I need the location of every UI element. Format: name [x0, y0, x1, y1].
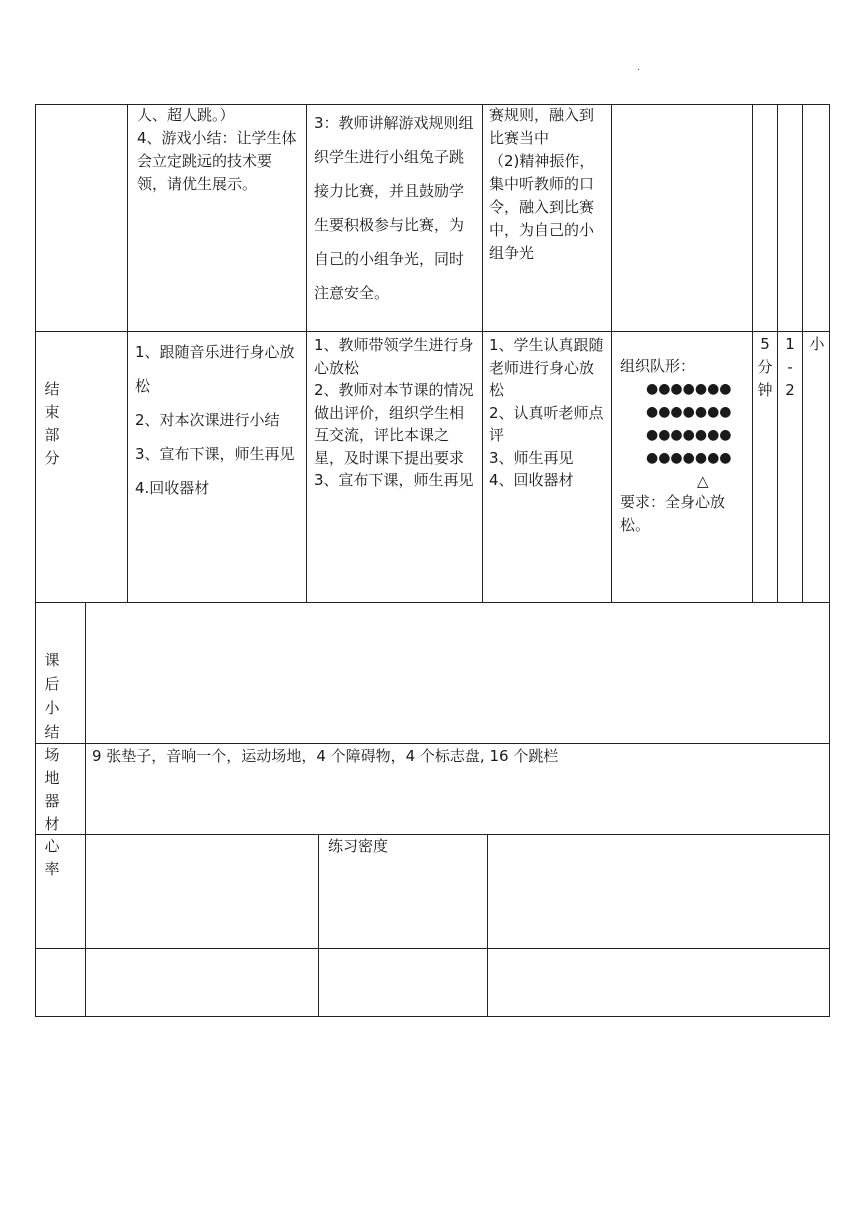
practice-density-label: 练习密度 — [328, 837, 389, 855]
heart-rate-label: 心 率 — [44, 837, 60, 878]
row2-student: 1、学生认真跟随老师进行身心放松 2、认真听老师点评 3、师生再见 4、回收器材 — [489, 336, 604, 489]
row1-content: 人、超人跳。） 4、游戏小结：让学生体会立定跳远的技术要领，请优生展示。 — [137, 106, 297, 193]
table-left-border — [35, 104, 36, 1017]
col-line-intensity — [802, 104, 803, 602]
col-line-teacher — [306, 104, 307, 602]
col-line-content — [127, 104, 128, 602]
teacher-position-mark: △ — [697, 472, 709, 490]
equipment-label: 场 地 器 材 — [44, 746, 60, 833]
row1-teacher: 3：教师讲解游戏规则组织学生进行小组兔子跳接力比赛，并且鼓励学生要积极参与比赛，为自己的小组争光，同时注意安全。 — [314, 114, 474, 302]
col-line-count — [777, 104, 778, 602]
col-line-organization — [611, 104, 612, 602]
formation-row-4: ●●●●●●● — [646, 450, 732, 466]
col-line-label — [85, 602, 86, 1017]
row-divider-4 — [35, 834, 830, 835]
table-bottom-border — [35, 1016, 830, 1017]
row2-teacher: 1、教师带领学生进行身心放松 2、教师对本节课的情况做出评价，组织学生相互交流，评比本课之星，及时课下提出要求 3、宣布下课，师生再见 — [314, 336, 474, 489]
formation-row-1: ●●●●●●● — [646, 381, 732, 397]
intensity-value: 小 — [809, 335, 825, 353]
row2-content: 1、跟随音乐进行身心放松 2、对本次课进行小结 3、宣布下课，师生再见 4.回收器材 — [135, 343, 295, 497]
summary-label: 课 后 小 结 — [44, 651, 60, 741]
requirement: 要求：全身心放松。 — [620, 493, 726, 534]
col-line-heart-2 — [487, 834, 488, 1017]
row-divider-5 — [35, 948, 830, 949]
row-divider-2 — [35, 602, 830, 603]
row2-section-label: 结 束 部 分 — [44, 380, 60, 467]
count-value: 1 - 2 — [785, 335, 795, 399]
col-line-student — [482, 104, 483, 602]
page-dot-mark: . — [637, 62, 641, 73]
formation-row-2: ●●●●●●● — [646, 404, 732, 420]
col-line-time — [752, 104, 753, 602]
formation-row-3: ●●●●●●● — [646, 427, 732, 443]
row1-student: 赛规则，融入到比赛当中 （2)精神振作，集中听教师的口令，融入到比赛中，为自己的小组争光 — [489, 106, 595, 262]
table-right-border — [829, 104, 830, 1017]
col-line-heart-1 — [318, 834, 319, 1017]
time-value: 5 分 钟 — [757, 335, 773, 399]
org-title: 组织队形： — [620, 357, 696, 375]
row-divider-3 — [35, 743, 830, 744]
equipment-content: 9 张垫子，音响一个，运动场地，4 个障碍物，4 个标志盘, 16 个跳栏 — [92, 747, 559, 765]
row-divider-1 — [35, 331, 830, 332]
